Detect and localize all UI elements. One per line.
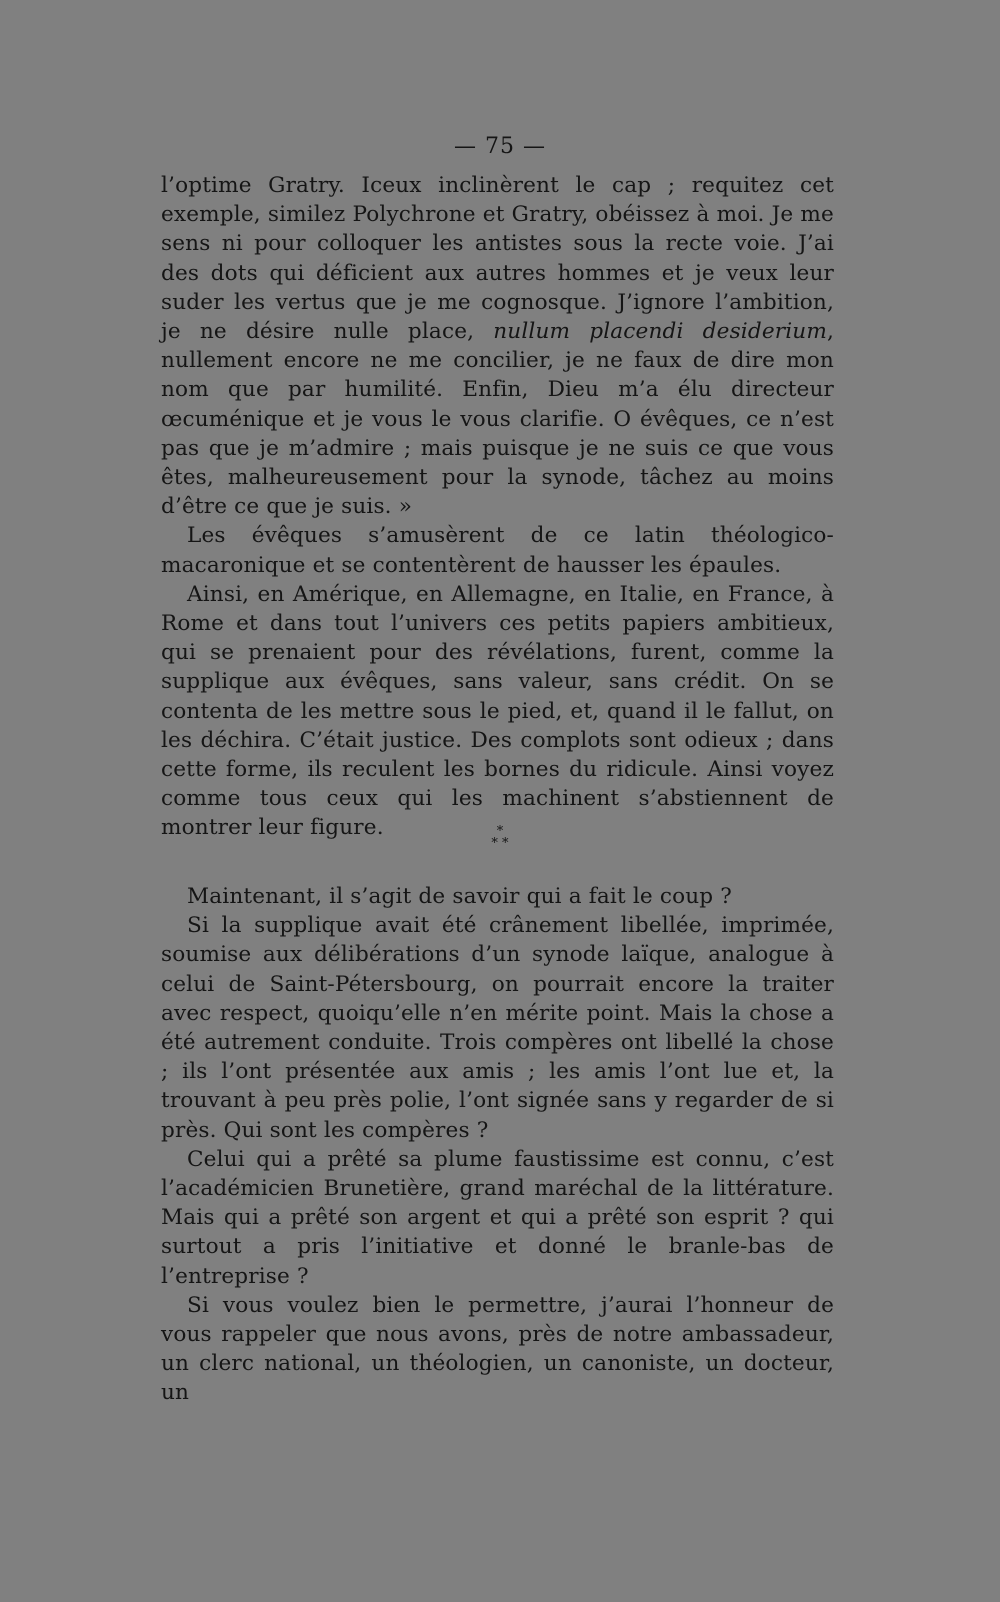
section-asterism <box>478 826 522 866</box>
paragraph: Les évêques s’amusèrent de ce latin théologico-macaronique et se contentèrent de hausser les épaules. <box>161 523 834 578</box>
paragraph-text: , nullement encore ne me concilier, je ne faux de dire mon nom que par humilité. Enfin, Dieu m’a élu directeur œcuménique et je vous le vous clarifie. O évêques, ce n’est pas que je m’admire ; mais puisque je ne suis ce que vous êtes, malheureusement pour la synode, tâchez au moins d’être ce que je suis. » <box>161 319 834 520</box>
paragraph: Maintenant, il s’agit de savoir qui a fait le coup ? <box>187 884 732 909</box>
paragraph: Si la supplique avait été crânement libellée, imprimée, soumise aux délibérations d’un synode laïque, analogue à celui de Saint-Pétersbourg, on pourrait encore la traiter avec respect, quoiqu’elle n’en mérite point. Mais la chose a été autrement conduite. Trois compères ont libellé la chose ; ils l’ont présentée aux amis ; les amis l’ont lue et, la trouvant à peu près polie, l’ont signée sans y regarder de si près. Qui sont les compères ? <box>161 913 834 1143</box>
paragraph-continued <box>161 171 834 521</box>
paragraph: Ainsi, en Amérique, en Allemagne, en Italie, en France, à Rome et dans tout l’univers ces petits papiers ambitieux, qui se prenaient pour des révélations, furent, comme la supplique aux évêques, sans valeur, sans crédit. On se contenta de les mettre sous le pied, et, quand il le fallut, on les déchira. C’était justice. Des complots sont odieux ; dans cette forme, ils reculent les bornes du ridicule. Ainsi voyez comme tous ceux qui les machinent s’abstiennent de montrer leur figure. <box>161 581 834 841</box>
paragraph-text: l’optime Gratry. Iceux inclinèrent le cap ; requitez cet exemple, similez Polychrone et Gratry, obéissez à moi. Je me sens ni pour colloquer les antistes sous la recte voie. J’ai des dots qui déficient aux autres hommes et je veux leur suder les vertus que je me cognosque. J’ignore l’ambition, je ne désire nulle place, <box>161 173 834 345</box>
asterism-top-star: * <box>496 824 504 839</box>
paragraph: Celui qui a prêté sa plume faustissime est connu, c’est l’académicien Brunetière, grand maréchal de la littérature. Mais qui a prêté son argent et qui a prêté son esprit ? qui surtout a pris l’initiative et donné le branle-bas de l’entreprise ? <box>161 1146 834 1289</box>
latin-phrase: nullum placendi desiderium <box>493 319 827 345</box>
text-block-upper <box>161 171 834 843</box>
page-number: — 75 — <box>454 134 546 159</box>
text-block-lower <box>161 882 834 1408</box>
paragraph: Si vous voulez bien le permettre, j’aurai l’honneur de vous rappeler que nous avons, près de notre ambassadeur, un clerc national, un théologien, un canoniste, un docteur, un <box>161 1292 834 1406</box>
asterism-bottom-stars: * * <box>491 836 509 851</box>
